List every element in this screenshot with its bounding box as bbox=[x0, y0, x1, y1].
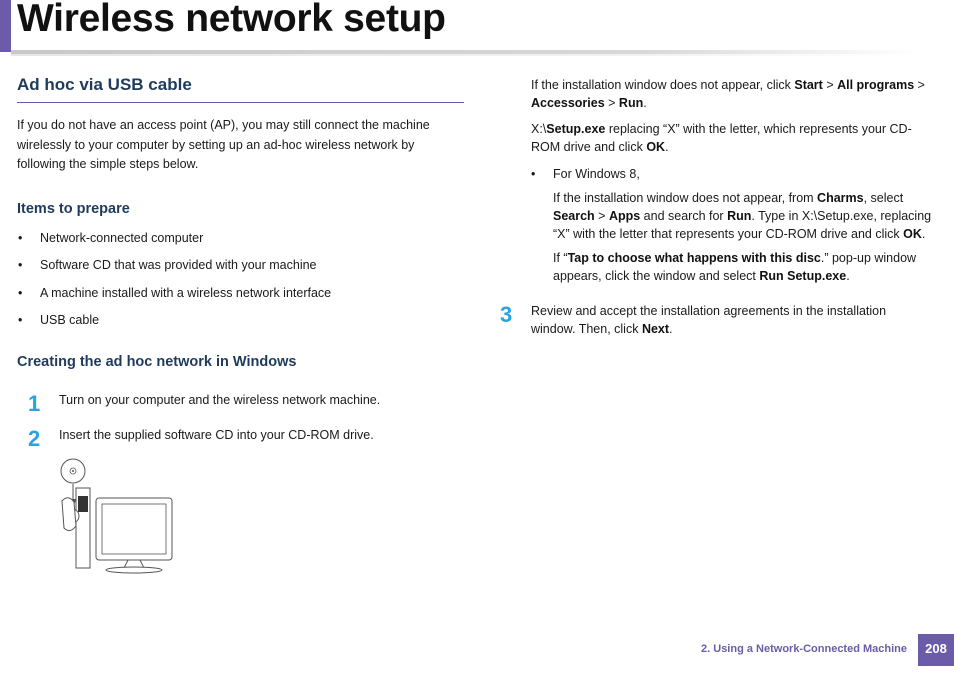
footer-chapter-label: 2. Using a Network-Connected Machine bbox=[701, 643, 907, 655]
tap-to-choose-label: Tap to choose what happens with this disc bbox=[567, 251, 821, 265]
text-run: > bbox=[914, 78, 925, 92]
list-item bbox=[531, 165, 640, 183]
windows8-paragraph bbox=[553, 189, 948, 243]
text-run: . bbox=[669, 322, 673, 336]
run-setup-label: Run Setup.exe bbox=[759, 269, 847, 283]
step-number: 1 bbox=[28, 391, 41, 416]
list-item bbox=[18, 229, 204, 247]
items-heading: Items to prepare bbox=[17, 201, 130, 217]
text-run: . bbox=[665, 140, 669, 154]
title-divider-shadow bbox=[11, 54, 916, 56]
all-programs-label: All programs bbox=[837, 78, 915, 92]
text-run: > bbox=[822, 78, 838, 92]
intro-line: following the simple steps below. bbox=[17, 157, 199, 171]
windows-heading: Creating the ad hoc network in Windows bbox=[17, 354, 297, 370]
text-run: > bbox=[594, 209, 609, 223]
list-item-text: USB cable bbox=[40, 313, 100, 327]
next-label: Next bbox=[641, 322, 670, 336]
list-item bbox=[18, 284, 332, 302]
ok-label: OK bbox=[646, 140, 666, 154]
text-run: . bbox=[846, 269, 850, 283]
windows8-popup-paragraph bbox=[553, 249, 948, 285]
text-run: “X” with the letter that represents your CD-ROM drive and click bbox=[553, 227, 904, 241]
accessories-label: Accessories bbox=[531, 96, 605, 110]
text-run: > bbox=[604, 96, 619, 110]
text-run: . bbox=[643, 96, 647, 110]
search-label: Search bbox=[553, 209, 595, 223]
list-item-text: Network-connected computer bbox=[40, 231, 204, 245]
intro-line: wirelessly to your computer by setting up an ad-hoc wireless network by bbox=[17, 137, 415, 152]
list-item-text: Software CD that was provided with your machine bbox=[40, 258, 317, 272]
list-item bbox=[18, 311, 100, 329]
start-menu-label: Start bbox=[794, 78, 823, 92]
text-run: window. Then, click bbox=[531, 322, 642, 336]
list-item-text: A machine installed with a wireless network interface bbox=[40, 286, 332, 300]
bullet-icon: • bbox=[18, 286, 23, 300]
list-item-text: For Windows 8, bbox=[553, 167, 640, 181]
step-text bbox=[531, 302, 941, 338]
step-text: Turn on your computer and the wireless network machine. bbox=[59, 393, 381, 407]
text-run: . Type in X:\Setup.exe, replacing bbox=[751, 209, 932, 223]
bullet-icon: • bbox=[18, 313, 23, 327]
text-run: , select bbox=[863, 191, 904, 205]
setup-exe-label: Setup.exe bbox=[546, 122, 606, 136]
page-title: Wireless network setup bbox=[17, 0, 446, 40]
bullet-icon: • bbox=[531, 167, 536, 181]
text-run: appears, click the window and select bbox=[553, 269, 760, 283]
text-run: replacing “X” with the letter, which represents your CD- bbox=[605, 122, 912, 136]
text-run: ROM drive and click bbox=[531, 140, 647, 154]
title-accent-bar bbox=[0, 0, 11, 52]
page-number-badge: 208 bbox=[918, 634, 954, 666]
setup-exe-paragraph bbox=[531, 120, 941, 156]
bullet-icon: • bbox=[18, 258, 23, 272]
install-fallback-paragraph bbox=[531, 76, 941, 112]
run-label: Run bbox=[618, 96, 644, 110]
cd-insert-computer-illustration bbox=[58, 456, 178, 581]
text-run: X:\ bbox=[531, 122, 547, 136]
ok-label: OK bbox=[903, 227, 922, 241]
text-run: If “ bbox=[553, 251, 568, 265]
step-number: 3 bbox=[500, 302, 513, 327]
section-heading-rule bbox=[17, 102, 464, 103]
run-label: Run bbox=[727, 209, 752, 223]
text-run: and search for bbox=[640, 209, 728, 223]
step-number: 2 bbox=[28, 426, 41, 451]
text-run: If the installation window does not appear, from bbox=[553, 191, 818, 205]
text-run: . bbox=[921, 227, 926, 241]
intro-line: If you do not have an access point (AP), you may still connect the machine bbox=[17, 118, 430, 132]
apps-label: Apps bbox=[608, 209, 641, 223]
section-heading: Ad hoc via USB cable bbox=[17, 75, 192, 94]
bullet-icon: • bbox=[18, 231, 23, 245]
step-text: Insert the supplied software CD into your CD-ROM drive. bbox=[59, 428, 374, 442]
intro-paragraph bbox=[17, 116, 430, 175]
text-run: Review and accept the installation agreements in the installation bbox=[531, 304, 887, 318]
text-run: If the installation window does not appear, click bbox=[531, 78, 795, 92]
list-item bbox=[18, 256, 317, 274]
text-run: .” pop-up window bbox=[820, 251, 917, 265]
charms-label: Charms bbox=[817, 191, 864, 205]
cd-insert-computer-icon bbox=[58, 456, 178, 576]
